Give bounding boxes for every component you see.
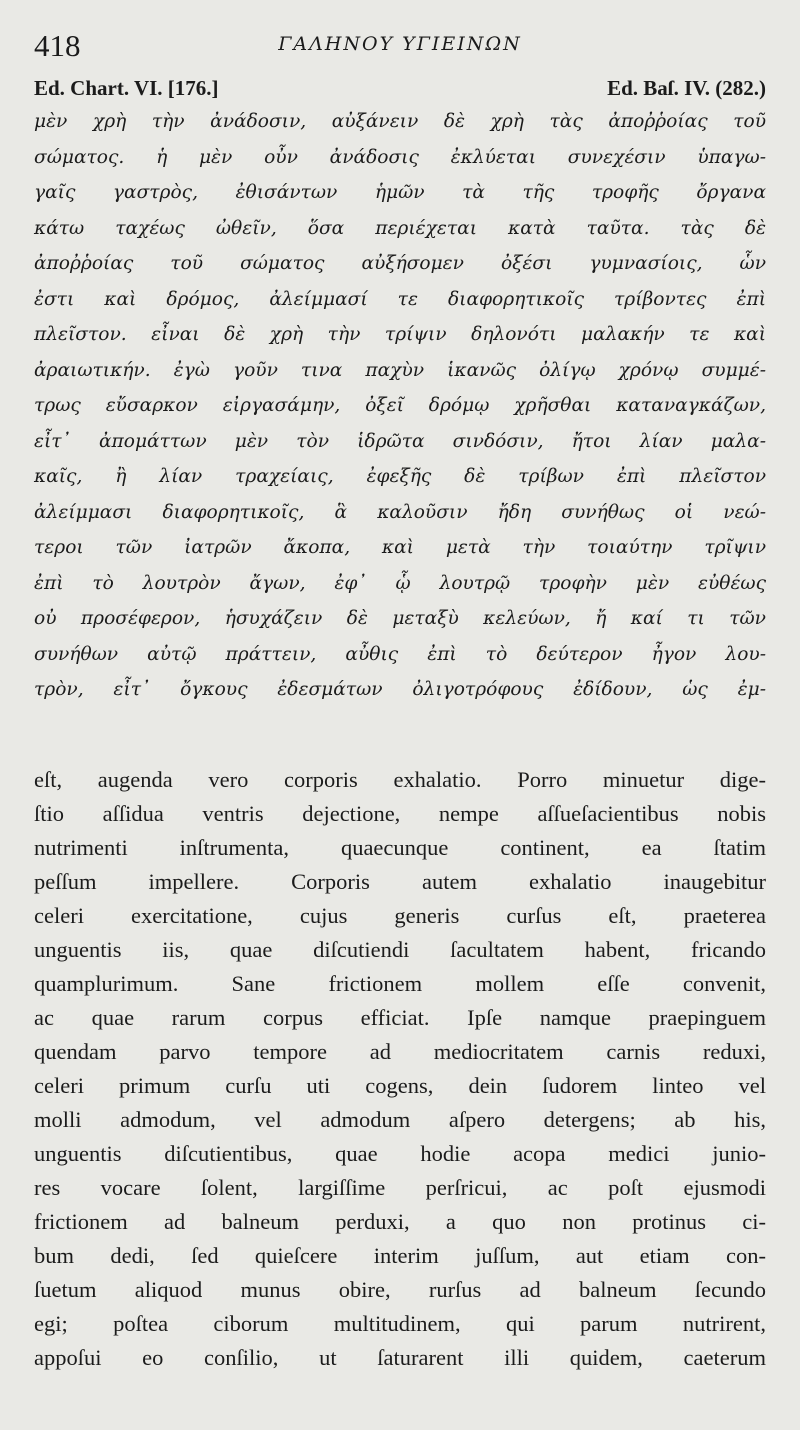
latin-text-line: quendam parvo tempore ad mediocritatem carnis reduxi, <box>34 1039 766 1064</box>
greek-text-line: τρως εὔσαρκον εἰργασάμην, ὀξεῖ δρόμῳ χρῆσθαι καταναγκάζων, <box>34 395 766 416</box>
latin-text-line: unguentis iis, quae diſcutiendi ſacultatem habent, fricando <box>34 937 766 962</box>
greek-text-line: σώματος. ἡ μὲν οὖν ἀνάδοσις ἐκλύεται συνεχέσιν ὑπαγω- <box>34 146 766 168</box>
greek-text-line: ἀποῤῥοίας τοῦ σώματος αὐξήσομεν ὀξέσι γυμνασίοις, ὧν <box>34 253 766 274</box>
latin-text-line: molli admodum, vel admodum aſpero detergens; ab his, <box>34 1107 766 1132</box>
page-number: 418 <box>34 28 81 63</box>
latin-text-line: eſt, augenda vero corporis exhalatio. Porro minuetur dige- <box>34 767 766 792</box>
greek-text-line: οὐ προσέφερον, ἡσυχάζειν δὲ μεταξὺ κελεύων, ἤ καί τι τῶν <box>34 608 766 629</box>
latin-text-line: celeri primum curſu uti cogens, dein ſudorem linteo vel <box>34 1073 766 1098</box>
latin-text-line: quamplurimum. Sane frictionem mollem eſſe convenit, <box>34 971 766 996</box>
greek-text-line: συνήθων αὐτῷ πράττειν, αὖθις ἐπὶ τὸ δεύτερον ἦγον λου- <box>34 643 766 665</box>
latin-text-line: ſtio aſſidua ventris dejectione, nempe aſſueſacientibus nobis <box>34 801 766 826</box>
latin-text-line: ſuetum aliquod munus obire, rurſus ad balneum ſecundo <box>34 1277 766 1302</box>
edition-references <box>34 76 766 102</box>
greek-text-line: πλεῖστον. εἶναι δὲ χρὴ τὴν τρίψιν δηλονότι μαλακήν τε καὶ <box>34 324 766 345</box>
greek-text-line: κάτω ταχέως ὠθεῖν, ὅσα περιέχεται κατὰ ταῦτα. τὰς δὲ <box>34 217 766 239</box>
greek-text-line: ἀλείμμασι διαφορητικοῖς, ἃ καλοῦσιν ἤδη συνήθως οἱ νεώ- <box>34 501 766 523</box>
greek-text-line: τεροι τῶν ἰατρῶν ἄκοπα, καὶ μετὰ τὴν τοιαύτην τρῖψιν <box>34 537 766 558</box>
latin-text-line: peſſum impellere. Corporis autem exhalatio inaugebitur <box>34 869 766 894</box>
latin-text-line: res vocare ſolent, largiſſime perſricui, ac poſt ejusmodi <box>34 1175 766 1200</box>
greek-text-line: εἶτ᾽ ἀπομάττων μὲν τὸν ἱδρῶτα σινδόσιν, ἤτοι λίαν μαλα- <box>34 430 766 452</box>
latin-text-block <box>34 763 766 1375</box>
greek-text-line: ἐπὶ τὸ λουτρὸν ἄγων, ἐφ᾽ ᾧ λουτρῷ τροφὴν μὲν εὐθέως <box>34 572 766 594</box>
greek-text-line: μὲν χρὴ τὴν ἀνάδοσιν, αὐξάνειν δὲ χρὴ τὰς ἀποῤῥοίας τοῦ <box>34 111 766 132</box>
latin-text-line: egi; poſtea ciborum multitudinem, qui parum nutrirent, <box>34 1311 766 1336</box>
latin-text-line: unguentis diſcutientibus, quae hodie acopa medici junio- <box>34 1141 766 1166</box>
greek-text-line: ἀραιωτικήν. ἐγὼ γοῦν τινα παχὺν ἱκανῶς ὀλίγῳ χρόνῳ συμμέ- <box>34 359 766 381</box>
greek-text-line: γαῖς γαστρὸς, ἐθισάντων ἡμῶν τὰ τῆς τροφῆς ὄργανα <box>34 182 766 203</box>
latin-text-line: celeri exercitatione, cujus generis curſus eſt, praeterea <box>34 903 766 928</box>
greek-text-block <box>34 104 766 708</box>
page-header <box>34 28 766 68</box>
greek-text-line: τρὸν, εἶτ᾽ ὄγκους ἐδεσμάτων ὀλιγοτρόφους ἐδίδουν, ὡς ἐμ- <box>34 679 766 700</box>
edition-reference-basel: Ed. Baſ. IV. (282.) <box>607 76 766 100</box>
latin-text-line: ac quae rarum corpus efficiat. Ipſe namque praepinguem <box>34 1005 766 1030</box>
greek-text-line: ἐστι καὶ δρόμος, ἀλείμμασί τε διαφορητικοῖς τρίβοντες ἐπὶ <box>34 288 766 310</box>
running-title: ΓΑΛΗΝΟΥ ΥΓΙΕΙΝΩΝ <box>278 33 522 55</box>
greek-text-line: καῖς, ἢ λίαν τραχείαις, ἐφεξῆς δὲ τρίβων ἐπὶ πλεῖστον <box>34 466 766 487</box>
edition-reference-chart: Ed. Chart. VI. [176.] <box>34 76 219 100</box>
latin-text-line: nutrimenti inſtrumenta, quaecunque continent, ea ſtatim <box>34 835 766 860</box>
latin-text-line: bum dedi, ſed quieſcere interim juſſum, aut etiam con- <box>34 1243 766 1268</box>
latin-text-line: frictionem ad balneum perduxi, a quo non protinus ci- <box>34 1209 766 1234</box>
latin-text-line: appoſui eo conſilio, ut ſaturarent illi quidem, caeterum <box>34 1345 766 1370</box>
